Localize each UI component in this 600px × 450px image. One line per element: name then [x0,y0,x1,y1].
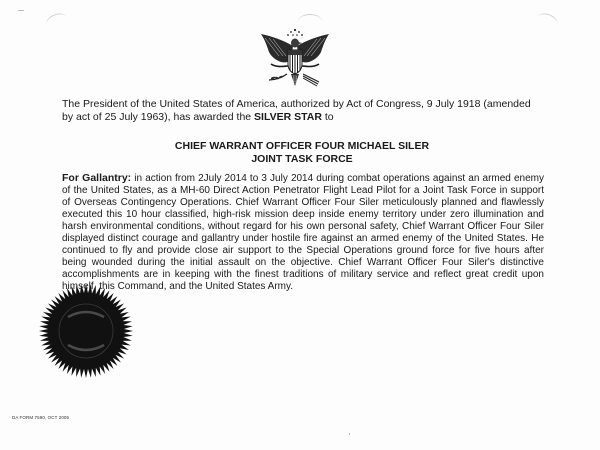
citation-text: in action from 2July 2014 to 3 July 2014 during combat operations against an armed enemy of the United States, as a MH-60 Direct Action Penetrator Flight Lead Pilot for a Joint Task Force in support of Overseas Contingency Operations. Chief Warrant Officer Four Siler meticulously planned and flawlessly executed this 10 hour classified, high-risk mission deep inside enemy territory under zero illumination and harsh environmental conditions, without regard for his own personal safety, Chief Warrant Officer Four Siler displayed distinct courage and gallantry under hostile fire against an armed enemy of the United States. He continued to fly and provide close air support to the Special Operations ground force for five hours after being wounded during the initial assault on the objective. Chief Warrant Officer Four Siler's distinctive accomplishments are in keeping with the finest traditions of military service and reflect great credit upon himself, this Command, and the United States Army. [62,173,544,292]
scan-tick-mark [18,10,24,11]
recipient-block [62,140,542,166]
citation [62,172,544,293]
recipient-unit: JOINT TASK FORCE [251,153,353,165]
intro-suffix: to [321,111,334,123]
corner-mark-left [44,11,70,33]
award-intro [62,98,542,124]
citation-label: For Gallantry: [62,172,132,184]
scan-dot [349,433,350,435]
recipient-name: CHIEF WARRANT OFFICER FOUR MICHAEL SILER [174,140,430,152]
intro-text: The President of the United States of America, authorized by Act of Congress, 9 July 1918 (amended by act of 25 July 1963), has awarded the [62,98,531,123]
embossed-seal-icon [38,283,134,379]
award-name: SILVER STAR [254,111,322,123]
form-number: DA FORM 7590, OCT 2005 [12,415,70,420]
corner-mark-right [534,11,560,33]
great-seal-eagle-icon [257,26,333,94]
